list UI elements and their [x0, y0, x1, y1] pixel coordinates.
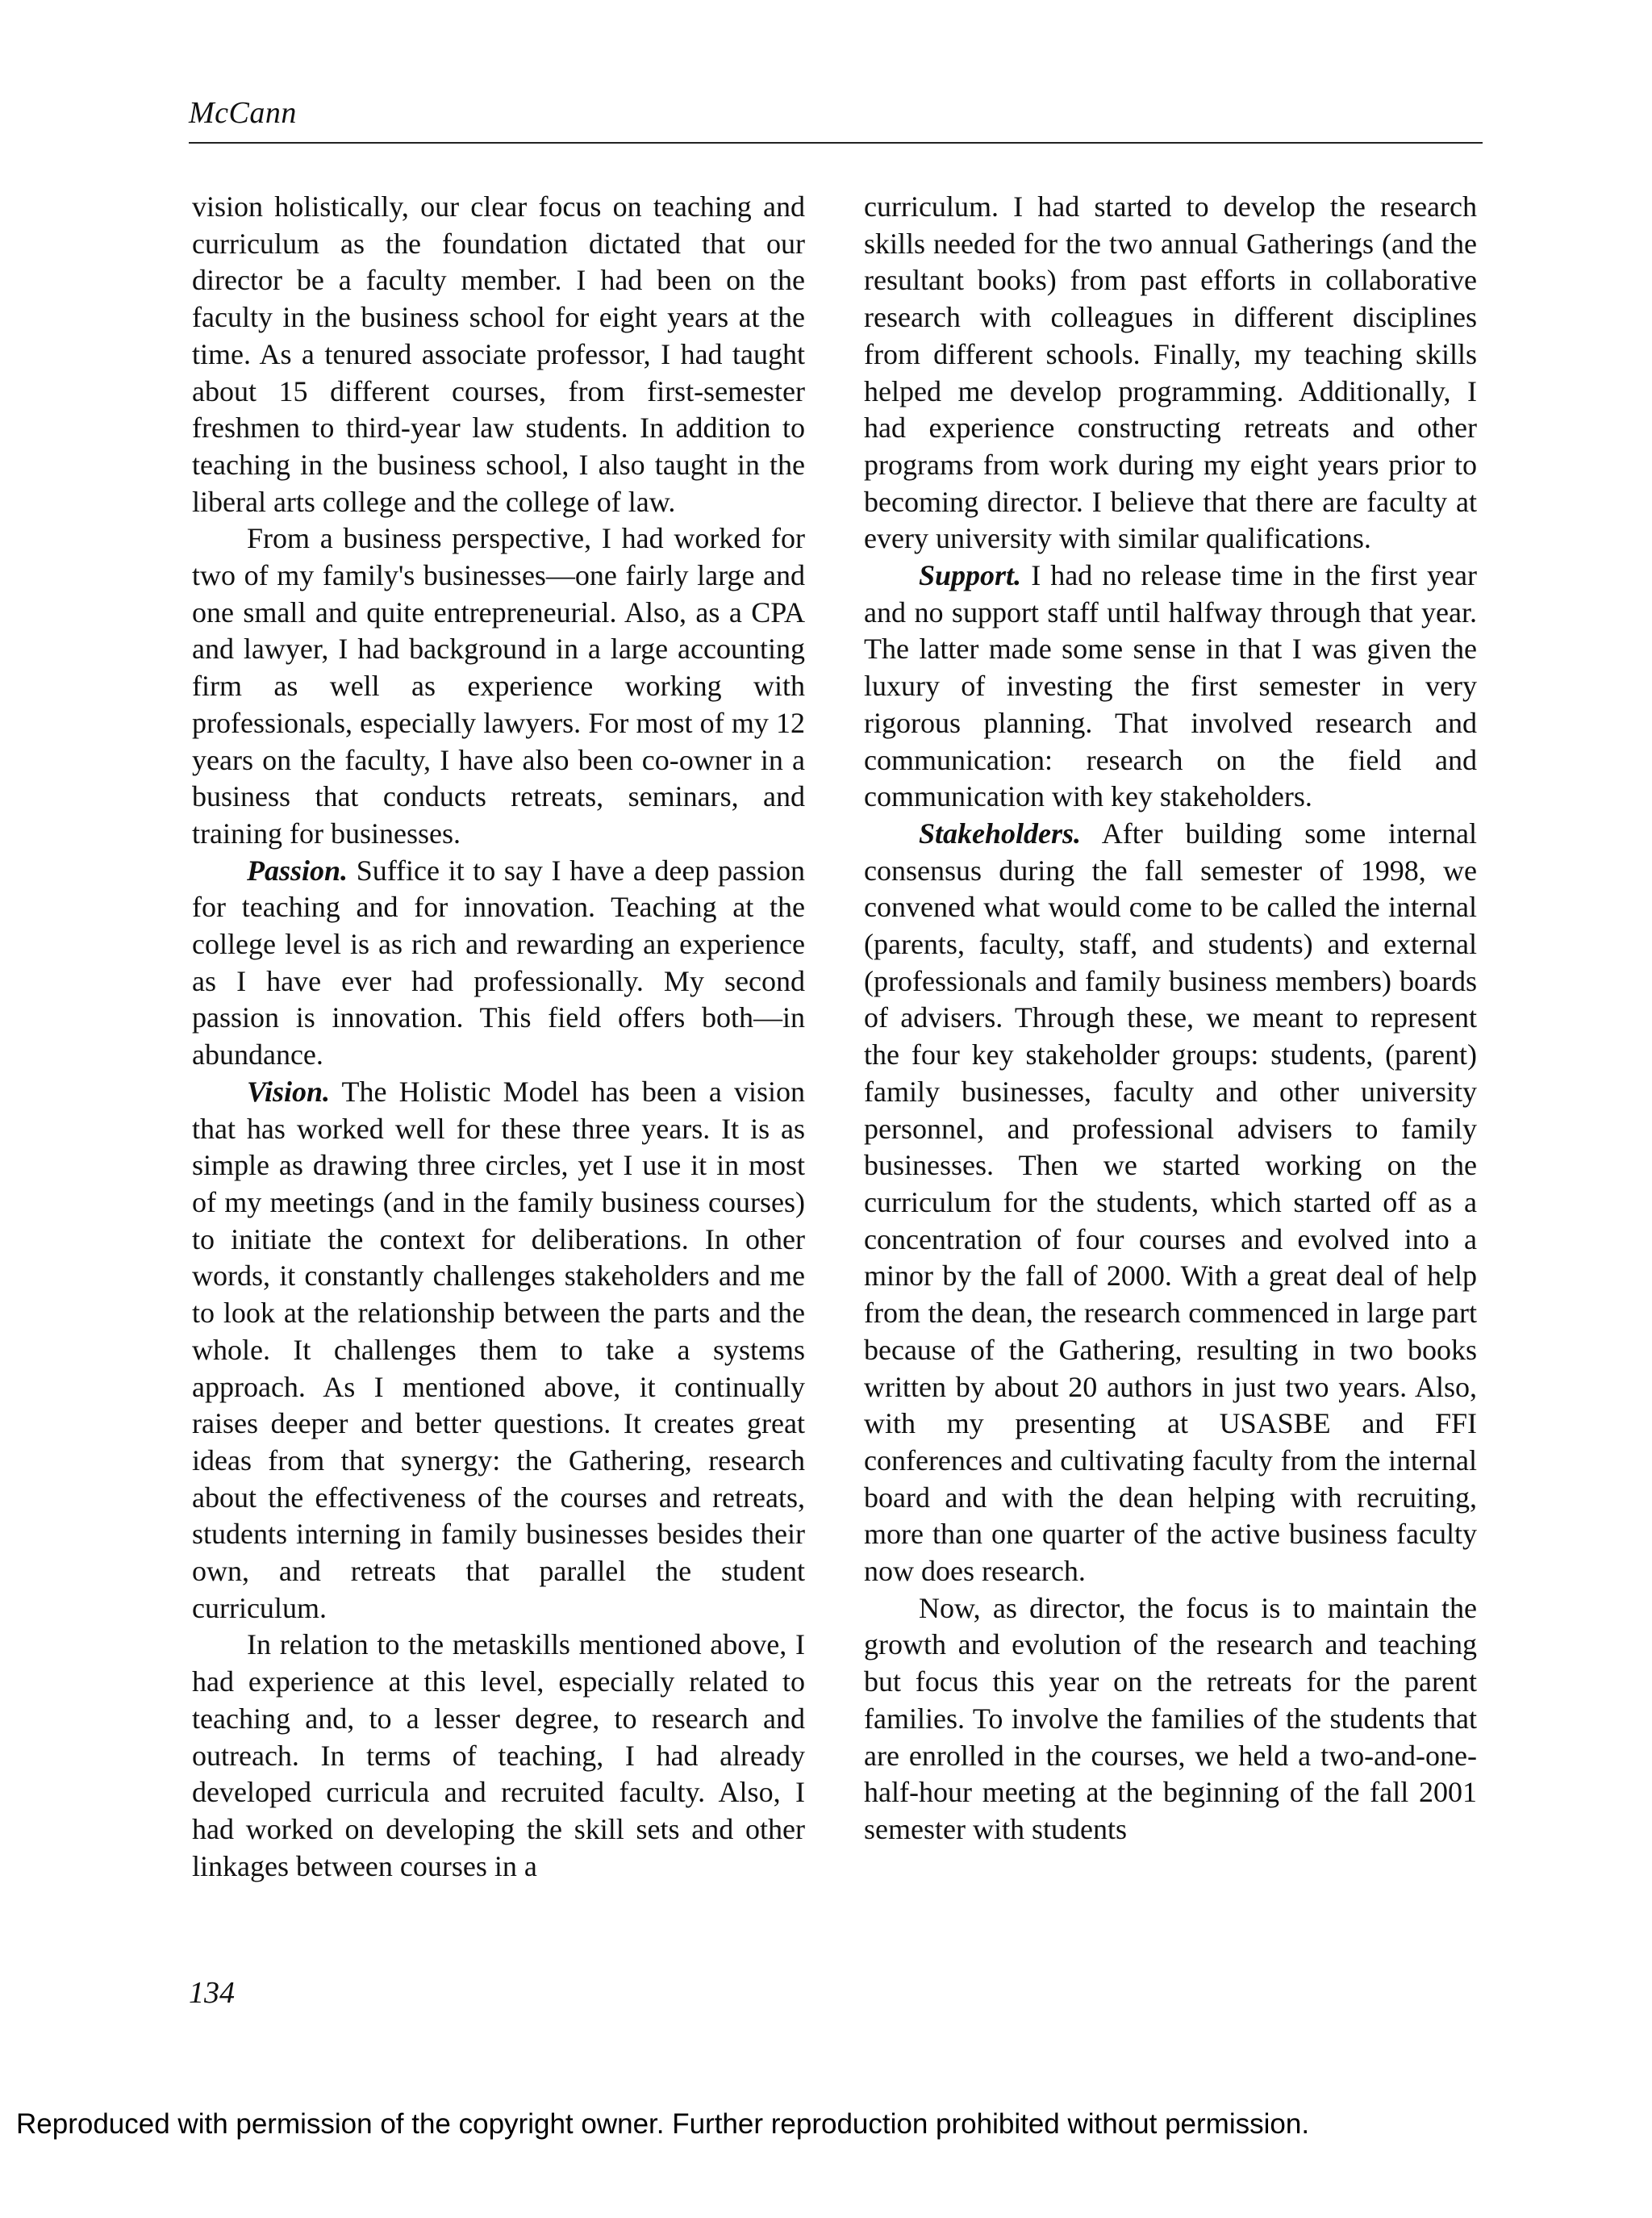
left-paragraph-3-text: Suffice it to say I have a deep passion for teaching and for innovation. Teaching at the college level is as rich and rewarding an experience as I have ever had professionally. My second passion is innovation. This field offers both—in abundance. [192, 854, 805, 1071]
left-paragraph-5: In relation to the metaskills mentioned above, I had experience at this level, especially related to teaching and, to a lesser degree, to research and outreach. In terms of teaching, I had already developed curricula and recruited faculty. Also, I had worked on developing the skill sets and other linkages between courses in a [192, 1628, 805, 1882]
right-paragraph-4: Now, as director, the focus is to maintain the growth and evolution of the research and teaching but focus this year on the retreats for the parent families. To involve the families of the students that are enrolled in the courses, we held a two-and-one-half-hour meeting at the beginning of the fall 2001 semester with students [864, 1591, 1477, 1845]
left-column [192, 189, 805, 1885]
header-rule [189, 142, 1483, 144]
right-paragraph-2-text: I had no release time in the first year and no support staff until halfway through that year. The latter made some sense in that I was given the luxury of investing the first semester in very rigorous planning. That involved research and communication: research on the field and communication with key stakeholders. [864, 559, 1477, 813]
left-paragraph-3 [192, 853, 805, 1074]
running-head: McCann [189, 96, 297, 130]
copyright-notice: Reproduced with permission of the copyright owner. Further reproduction prohibited without permission. [16, 2108, 1310, 2140]
left-paragraph-2: From a business perspective, I had worked for two of my family's businesses—one fairly large and one small and quite entrepreneurial. Also, as a CPA and lawyer, I had background in a large accounting firm as well as experience working with professionals, especially lawyers. For most of my 12 years on the faculty, I have also been co-owner in a business that conducts retreats, seminars, and training for businesses. [192, 522, 805, 850]
runin-heading-stakeholders: Stakeholders. [919, 817, 1082, 850]
left-paragraph-1: vision holistically, our clear focus on teaching and curriculum as the foundation dictated that our director be a faculty member. I had been on the faculty in the business school for eight years at the time. As a tenured associate professor, I had taught about 15 different courses, from first-semester freshmen to third-year law students. In addition to teaching in the business school, I also taught in the liberal arts college and the college of law. [192, 190, 805, 518]
right-paragraph-3 [864, 816, 1477, 1590]
runin-heading-vision: Vision. [247, 1075, 331, 1108]
right-paragraph-1: curriculum. I had started to develop the research skills needed for the two annual Gatherings (and the resultant books) from past efforts in collaborative research with colleagues in different disciplines from different schools. Finally, my teaching skills helped me develop programming. Additionally, I had experience constructing retreats and other programs from work during my eight years prior to becoming director. I believe that there are faculty at every university with similar qualifications. [864, 190, 1477, 555]
right-column [864, 189, 1477, 1848]
left-paragraph-4 [192, 1074, 805, 1627]
right-paragraph-3-text: After building some internal consensus during the fall semester of 1998, we convened what would come to be called the internal (parents, faculty, staff, and students) and external (professionals and family business members) boards of advisers. Through these, we meant to represent the four key stakeholder groups: students, (parent) family businesses, faculty and other university personnel, and professional advisers to family businesses. Then we started working on the curriculum for the students, which started off as a concentration of four courses and evolved into a minor by the fall of 2000. With a great deal of help from the dean, the research commenced in large part because of the Gathering, resulting in two books written by about 20 authors in just two years. Also, with my presenting at USASBE and FFI conferences and cultivating faculty from the internal board and with the dean helping with recruiting, more than one quarter of the active business faculty now does research. [864, 817, 1477, 1588]
runin-heading-passion: Passion. [247, 854, 348, 887]
page-number: 134 [189, 1976, 235, 2010]
right-paragraph-2 [864, 558, 1477, 816]
left-paragraph-4-text: The Holistic Model has been a vision that has worked well for these three years. It is as simple as drawing three circles, yet I use it in most of my meetings (and in the family business courses) to initiate the context for deliberations. In other words, it constantly challenges stakeholders and me to look at the relationship between the parts and the whole. It challenges them to take a systems approach. As I mentioned above, it continually raises deeper and better questions. It creates great ideas from that synergy: the Gathering, research about the effectiveness of the courses and retreats, students interning in family businesses besides their own, and retreats that parallel the student curriculum. [192, 1075, 805, 1624]
runin-heading-support: Support. [919, 559, 1022, 592]
